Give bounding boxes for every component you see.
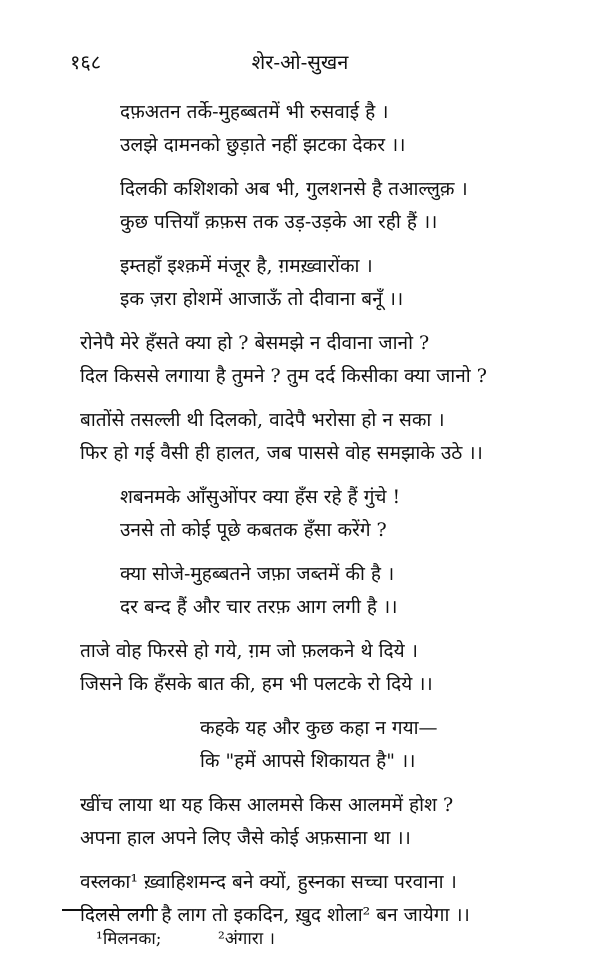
running-title: शेर-ओ-सुखन bbox=[251, 50, 349, 74]
verse-list bbox=[80, 96, 560, 943]
footnote-2: ²अंगारा । bbox=[218, 929, 275, 949]
verse-line: इक ज़रा होशमें आजाऊँ तो दीवाना बनूँ ।। bbox=[120, 288, 404, 310]
couplet bbox=[80, 173, 560, 239]
couplet bbox=[80, 558, 560, 624]
verse-line: उलझे दामनको छुड़ाते नहीं झटका देकर ।। bbox=[120, 134, 406, 156]
verse-line: फिर हो गई वैसी ही हालत, जब पाससे वोह समझाके उठे ।। bbox=[80, 442, 483, 464]
verse-line: कुछ पत्तियाँ क़फ़स तक उड़-उड़के आ रही हैं ।। bbox=[120, 211, 438, 233]
page-number: १६८ bbox=[70, 50, 102, 74]
couplet bbox=[80, 866, 560, 932]
couplet bbox=[80, 481, 560, 547]
verse-line: अपना हाल अपने लिए जैसे कोई अफ़साना था ।। bbox=[80, 827, 411, 849]
footnote-1: ¹मिलनका; bbox=[96, 929, 162, 949]
page-header bbox=[70, 48, 530, 78]
footnote-divider bbox=[62, 909, 158, 911]
verse-line: ताजे वोह फिरसे हो गये, ग़म जो फ़लकने थे दिये । bbox=[80, 640, 418, 662]
couplet bbox=[80, 96, 560, 162]
verse-line: दर बन्द हैं और चार तरफ़ आग लगी है ।। bbox=[120, 596, 398, 618]
verse-line: दिल किससे लगाया है तुमने ? तुम दर्द किसीका क्या जानो ? bbox=[80, 365, 487, 387]
footnotes bbox=[96, 926, 560, 949]
verse-line: खींच लाया था यह किस आलमसे किस आलममें होश ? bbox=[80, 794, 454, 816]
couplet bbox=[80, 327, 560, 393]
verse-line: दिलकी कशिशको अब भी, गुलशनसे है तआल्लुक़ । bbox=[120, 178, 468, 200]
verse-line: जिसने कि हँसके बात की, हम भी पलटके रो दिये ।। bbox=[80, 673, 433, 695]
verse-line: रोनेपै मेरे हँसते क्या हो ? बेसमझे न दीवाना जानो ? bbox=[80, 332, 430, 354]
verse-line: दफ़अतन तर्के-मुहब्बतमें भी रुसवाई है । bbox=[120, 101, 389, 123]
couplet bbox=[80, 789, 560, 855]
verse-line: वस्लका¹ ख़्वाहिशमन्द बने क्यों, हुस्नका सच्चा परवाना । bbox=[80, 871, 457, 893]
verse-line: कि "हमें आपसे शिकायत है" ।। bbox=[200, 750, 416, 772]
couplet bbox=[80, 404, 560, 470]
verse-line: कहके यह और कुछ कहा न गया— bbox=[200, 717, 438, 739]
verse-line: क्या सोजे-मुहब्बतने जफ़ा जब्तमें की है । bbox=[120, 563, 395, 585]
verse-line: उनसे तो कोई पूछे कबतक हँसा करेंगे ? bbox=[120, 519, 387, 541]
couplet bbox=[80, 250, 560, 316]
verse-line: बातोंसे तसल्ली थी दिलको, वादेपै भरोसा हो न सका । bbox=[80, 409, 445, 431]
couplet bbox=[80, 635, 560, 701]
verse-line: दिलसे लगी है लाग तो इकदिन, ख़ुद शोला² बन जायेगा ।। bbox=[80, 904, 470, 926]
verse-line: शबनमके आँसुओंपर क्या हँस रहे हैं गुंचे ! bbox=[120, 486, 401, 508]
verse-line: इम्तहाँ इश्क़में मंजूर है, ग़मख़्वारोंका । bbox=[120, 255, 373, 277]
couplet bbox=[80, 712, 560, 778]
